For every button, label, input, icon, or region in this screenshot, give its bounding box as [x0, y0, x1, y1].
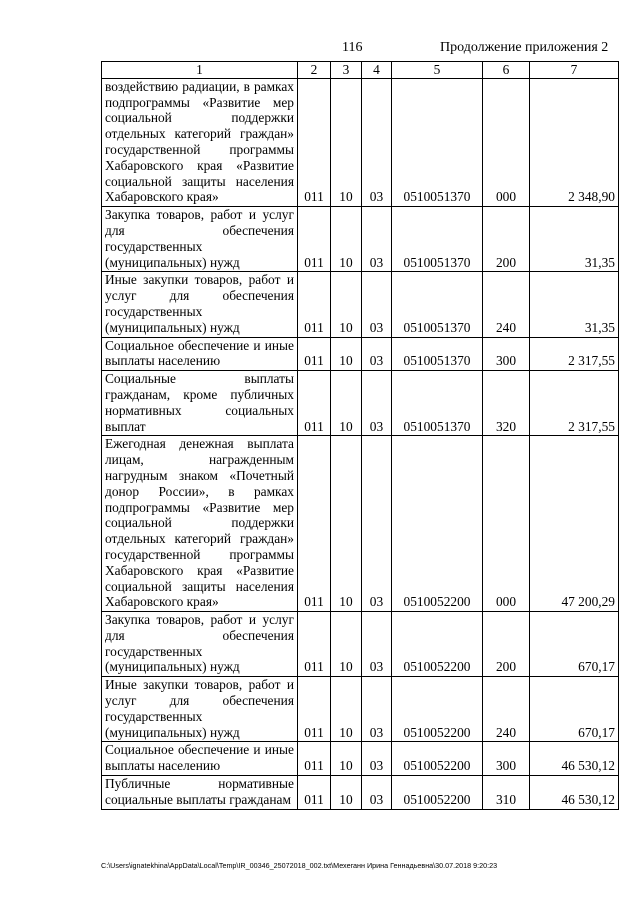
column-header: 1: [102, 62, 298, 79]
subsection-code: 03: [362, 742, 392, 776]
expense-type-code: 000: [483, 436, 530, 612]
amount: 46 530,12: [530, 742, 619, 776]
amount: 670,17: [530, 612, 619, 677]
subsection-code: 03: [362, 776, 392, 810]
table-row: [102, 436, 619, 612]
table-row: [102, 742, 619, 776]
amount: 31,35: [530, 272, 619, 337]
subsection-code: 03: [362, 612, 392, 677]
ministry-code: 011: [298, 337, 331, 371]
expense-type-code: 000: [483, 78, 530, 206]
section-code: 10: [331, 742, 362, 776]
subsection-code: 03: [362, 207, 392, 272]
table-row: [102, 371, 619, 436]
amount: 670,17: [530, 677, 619, 742]
section-code: 10: [331, 612, 362, 677]
column-header: 5: [392, 62, 483, 79]
expense-type-code: 320: [483, 371, 530, 436]
subsection-code: 03: [362, 371, 392, 436]
expense-type-code: 200: [483, 612, 530, 677]
expense-type-code: 300: [483, 337, 530, 371]
amount: 46 530,12: [530, 776, 619, 810]
ministry-code: 011: [298, 436, 331, 612]
section-code: 10: [331, 371, 362, 436]
budget-table: [101, 61, 619, 810]
continuation-caption: Продолжение приложения 2: [440, 40, 609, 55]
amount: 2 317,55: [530, 371, 619, 436]
ministry-code: 011: [298, 776, 331, 810]
amount: 2 348,90: [530, 78, 619, 206]
ministry-code: 011: [298, 371, 331, 436]
subsection-code: 03: [362, 436, 392, 612]
row-description: воздействию радиации, в рамках подпрограммы «Развитие мер социальной поддержки отдельных категорий граждан» государственной программы Хабаровского края «Развитие социальной защиты населения Хабаровского края»: [102, 78, 298, 206]
expense-type-code: 310: [483, 776, 530, 810]
expense-type-code: 240: [483, 272, 530, 337]
target-article-code: 0510051370: [392, 272, 483, 337]
column-number-row: [102, 62, 619, 79]
expense-type-code: 240: [483, 677, 530, 742]
table-row: [102, 207, 619, 272]
section-code: 10: [331, 436, 362, 612]
page-number: 116: [342, 40, 363, 55]
column-header: 3: [331, 62, 362, 79]
target-article-code: 0510052200: [392, 677, 483, 742]
expense-type-code: 300: [483, 742, 530, 776]
expense-type-code: 200: [483, 207, 530, 272]
section-code: 10: [331, 272, 362, 337]
row-description: Публичные нормативные социальные выплаты гражданам: [102, 776, 298, 810]
footer-file-path: C:\Users\ignatekhina\AppData\Local\Temp\IR_00346_25072018_002.txt\Мехеганн Ирина Геннадьевна\30.07.2018 9:20:23: [101, 861, 498, 870]
target-article-code: 0510052200: [392, 436, 483, 612]
row-description: Закупка товаров, работ и услуг для обеспечения государственных (муниципальных) нужд: [102, 207, 298, 272]
ministry-code: 011: [298, 78, 331, 206]
amount: 2 317,55: [530, 337, 619, 371]
subsection-code: 03: [362, 272, 392, 337]
target-article-code: 0510051370: [392, 207, 483, 272]
column-header: 2: [298, 62, 331, 79]
ministry-code: 011: [298, 612, 331, 677]
section-code: 10: [331, 337, 362, 371]
column-header: 7: [530, 62, 619, 79]
ministry-code: 011: [298, 677, 331, 742]
section-code: 10: [331, 78, 362, 206]
table-row: [102, 78, 619, 206]
subsection-code: 03: [362, 78, 392, 206]
row-description: Иные закупки товаров, работ и услуг для обеспечения государственных (муниципальных) нужд: [102, 677, 298, 742]
row-description: Социальные выплаты гражданам, кроме публичных нормативных социальных выплат: [102, 371, 298, 436]
row-description: Ежегодная денежная выплата лицам, награжденным нагрудным знаком «Почетный донор России», в рамках подпрограммы «Развитие мер социальной поддержки отдельных категорий граждан» государственной программы Хабаровского края «Развитие социальной защиты населения Хабаровского края»: [102, 436, 298, 612]
amount: 31,35: [530, 207, 619, 272]
table-row: [102, 776, 619, 810]
row-description: Социальное обеспечение и иные выплаты населению: [102, 742, 298, 776]
subsection-code: 03: [362, 677, 392, 742]
row-description: Иные закупки товаров, работ и услуг для обеспечения государственных (муниципальных) нужд: [102, 272, 298, 337]
target-article-code: 0510051370: [392, 371, 483, 436]
row-description: Закупка товаров, работ и услуг для обеспечения государственных (муниципальных) нужд: [102, 612, 298, 677]
target-article-code: 0510051370: [392, 78, 483, 206]
table-row: [102, 612, 619, 677]
column-header: 6: [483, 62, 530, 79]
table-row: [102, 272, 619, 337]
target-article-code: 0510052200: [392, 612, 483, 677]
ministry-code: 011: [298, 272, 331, 337]
section-code: 10: [331, 776, 362, 810]
ministry-code: 011: [298, 207, 331, 272]
ministry-code: 011: [298, 742, 331, 776]
target-article-code: 0510052200: [392, 742, 483, 776]
table-row: [102, 337, 619, 371]
subsection-code: 03: [362, 337, 392, 371]
target-article-code: 0510051370: [392, 337, 483, 371]
section-code: 10: [331, 207, 362, 272]
column-header: 4: [362, 62, 392, 79]
section-code: 10: [331, 677, 362, 742]
table-row: [102, 677, 619, 742]
amount: 47 200,29: [530, 436, 619, 612]
row-description: Социальное обеспечение и иные выплаты населению: [102, 337, 298, 371]
target-article-code: 0510052200: [392, 776, 483, 810]
